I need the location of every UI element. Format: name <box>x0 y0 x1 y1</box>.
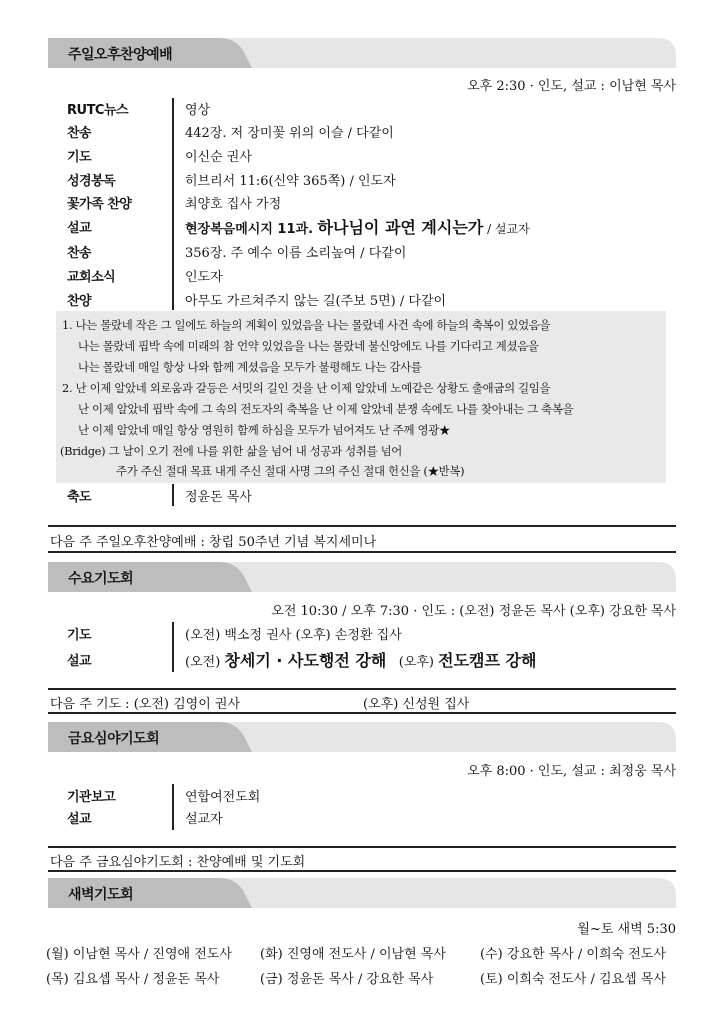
section-title: 수요기도회 <box>68 571 134 587</box>
order-value <box>185 648 536 671</box>
rule-line <box>48 846 676 848</box>
sermon-pm-tag: (오후) <box>398 655 434 670</box>
service-info: 오후 2:30 · 인도, 설교 : 이남현 목사 <box>467 79 676 94</box>
order-label: 성경봉독 <box>67 174 116 189</box>
dawn-schedule-item: (수) 강요한 목사 / 이희숙 전도사 <box>480 947 666 962</box>
sermon-am-title: 창세기 · 사도행전 강해 <box>224 651 387 670</box>
lyrics-line: (Bridge) 그 날이 오기 전에 나를 위한 삶을 넘어 내 성공과 성취를 넘어 <box>60 444 403 458</box>
sermon-pm-title: 전도캠프 강해 <box>438 651 537 670</box>
order-value: 히브리서 11:6(신약 365쪽) / 인도자 <box>185 174 396 189</box>
lyrics-box <box>56 311 666 483</box>
order-value: 설교자 <box>185 812 223 827</box>
order-value: 442장. 저 장미꽃 위의 이슬 / 다같이 <box>185 126 394 141</box>
lyrics-line: 난 이제 알았네 매일 항상 영원히 함께 하심을 모두가 넘어져도 난 주께 영광★ <box>78 423 451 437</box>
order-label: 축도 <box>67 490 92 505</box>
order-label: 기도 <box>67 628 92 643</box>
order-label: 찬송 <box>67 246 92 261</box>
dawn-schedule-item: (금) 정윤돈 목사 / 강요한 목사 <box>260 972 434 987</box>
order-label: 설교 <box>67 654 92 669</box>
divider-line <box>172 98 174 310</box>
sermon-am-tag: (오전) <box>185 655 221 670</box>
order-label: 설교 <box>67 221 92 236</box>
order-value: 아무도 가르쳐주지 않는 길(주보 5면) / 다같이 <box>185 294 447 309</box>
service-info: 오전 10:30 / 오후 7:30 · 인도 : (오전) 정윤돈 목사 (오후) 강요한 목사 <box>271 604 676 619</box>
order-label: 꽃가족 찬양 <box>67 197 132 212</box>
order-value: (오전) 백소정 권사 (오후) 손정환 집사 <box>185 628 402 643</box>
order-value: 정윤돈 목사 <box>185 490 252 505</box>
rule-line <box>48 688 676 690</box>
sermon-title: 하나님이 과연 계시는가 <box>317 218 484 237</box>
order-label: 찬송 <box>67 126 92 141</box>
lyrics-line: 2. 난 이제 알았네 외로움과 갈등은 서밋의 길인 것을 난 이제 알았네 노예같은 상황도 출애굽의 길임을 <box>62 381 551 395</box>
sermon-series: 현장복음메시지 11과. <box>185 222 318 237</box>
lyrics-line: 1. 나는 몰랐네 작은 그 일에도 하늘의 계획이 있었음을 나는 몰랐네 사건 속에 하늘의 축복이 있었음을 <box>62 318 551 332</box>
divider-line <box>172 784 174 830</box>
order-value: 연합여전도회 <box>185 790 261 805</box>
order-value: 이신순 권사 <box>185 150 252 165</box>
lyrics-line: 나는 몰랐네 핍박 속에 미래의 참 언약 있었음을 나는 몰랐네 불신앙에도 나를 기다리고 계셨음을 <box>78 339 539 353</box>
rule-line <box>48 712 676 714</box>
sermon-preacher: / 설교자 <box>483 222 530 236</box>
dawn-schedule-item: (월) 이남현 목사 / 진영애 전도사 <box>46 947 232 962</box>
divider-line <box>172 484 174 506</box>
service-info: 오후 8:00 · 인도, 설교 : 최정웅 목사 <box>467 764 676 779</box>
section-header-wednesday <box>48 562 676 592</box>
divider-line <box>172 622 174 672</box>
section-header-bar <box>48 878 676 908</box>
rule-line <box>48 870 676 872</box>
next-week-note-am: 다음 주 기도 : (오전) 김영이 권사 <box>50 697 241 712</box>
order-label: 교회소식 <box>67 270 116 285</box>
dawn-schedule-item: (화) 진영애 전도사 / 이남현 목사 <box>260 947 446 962</box>
rule-line <box>48 525 676 527</box>
dawn-schedule-item: (목) 김요셉 목사 / 정윤돈 목사 <box>46 972 220 987</box>
order-label: 기도 <box>67 150 92 165</box>
order-label: 찬양 <box>67 294 92 309</box>
next-week-note: 다음 주 금요심야기도회 : 찬양예배 및 기도회 <box>50 855 306 870</box>
section-header-bar <box>48 562 676 592</box>
order-label: 기관보고 <box>67 790 116 805</box>
order-value: 영상 <box>185 103 211 118</box>
dawn-schedule-item: (토) 이희숙 전도사 / 김요셉 목사 <box>480 972 666 987</box>
lyrics-line: 주가 주신 절대 목표 내게 주신 절대 사명 그의 주신 절대 헌신을 (★반복) <box>116 464 465 478</box>
order-value <box>185 215 530 238</box>
section-title: 금요심야기도회 <box>68 731 160 747</box>
order-label: RUTC뉴스 <box>67 103 129 118</box>
section-title: 주일오후찬양예배 <box>68 47 173 63</box>
service-info: 월~토 새벽 5:30 <box>577 922 676 937</box>
section-header-friday <box>48 722 676 752</box>
lyrics-line: 난 이제 알았네 핍박 속에 그 속의 전도자의 축복을 난 이제 알았네 분쟁 속에도 나를 찾아내는 그 축복을 <box>78 402 574 416</box>
section-header-dawn <box>48 878 676 908</box>
section-title: 새벽기도회 <box>68 887 134 903</box>
lyrics-line: 나는 몰랐네 매일 항상 나와 함께 계셨음을 모두가 불평해도 나는 감사를 <box>78 360 422 374</box>
section-header-sunday <box>48 38 676 68</box>
rule-line <box>48 551 676 553</box>
next-week-note-pm: (오후) 신성원 집사 <box>363 697 470 712</box>
order-label: 설교 <box>67 812 92 827</box>
next-week-note: 다음 주 주일오후찬양예배 : 창립 50주년 기념 복지세미나 <box>50 535 377 550</box>
order-value: 최양호 집사 가정 <box>185 197 282 212</box>
order-value: 인도자 <box>185 270 223 285</box>
order-value: 356장. 주 예수 이름 소리높여 / 다같이 <box>185 246 407 261</box>
